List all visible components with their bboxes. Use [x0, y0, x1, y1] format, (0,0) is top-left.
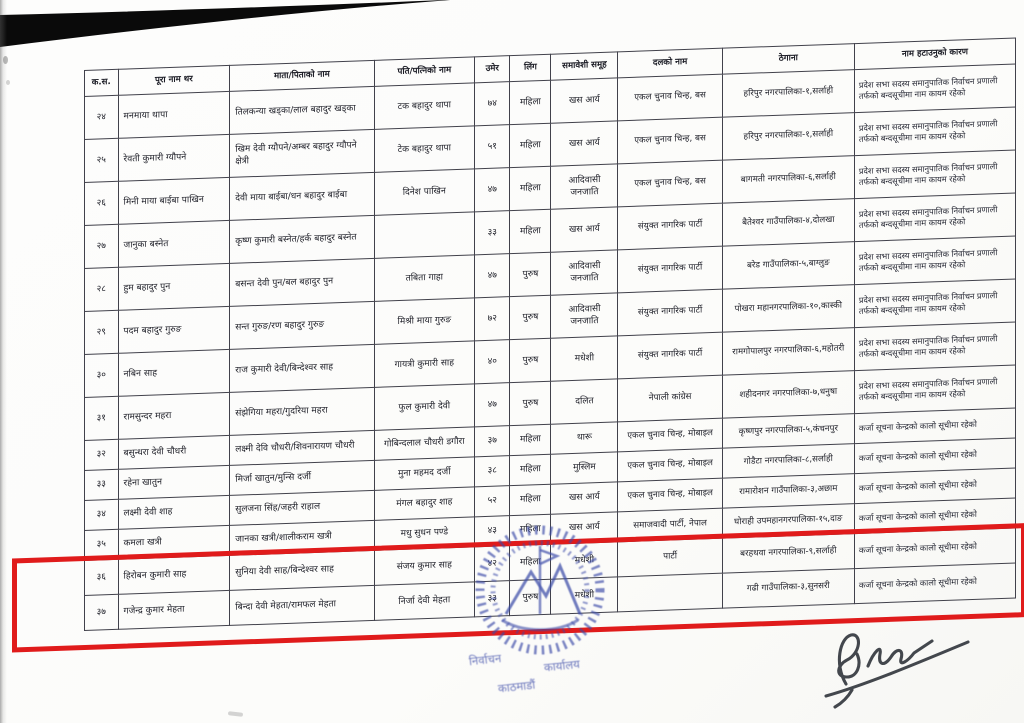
cell-spouse: फुल कुमारी देवी: [374, 384, 475, 431]
stamp-text-line: काठमाडौं: [497, 677, 536, 696]
cell-group: आदिवासी जनजाति: [551, 250, 618, 295]
scan-speck: [3, 56, 8, 64]
cell-spouse: गायत्री कुमारी साह: [374, 341, 475, 388]
cell-reason: प्रदेश सभा सदस्य समानुपातिक निर्वाचन प्रणाली तर्फको बन्दसूचीमा नाम कायम रहेको: [854, 64, 1015, 113]
cell-gender: महिला: [510, 424, 551, 455]
cell-name: हिरोबन कुमारी साह: [118, 555, 230, 594]
cell-gender: पुरुष: [510, 295, 551, 339]
cell-age: ५२: [475, 486, 510, 517]
cell-gender: महिला: [510, 484, 551, 515]
cell-age: ५१: [475, 125, 510, 169]
cell-spouse: टेक बहादुर थापा: [374, 126, 475, 173]
cell-group: खस आर्य: [551, 207, 618, 252]
cell-group: मुस्लिम: [551, 452, 618, 484]
cell-reason: कर्जा सूचना केन्द्रको कालो सूचीमा रहेको: [854, 563, 1015, 604]
cell-party: संयुक्त नागरिक पार्टी: [618, 203, 722, 250]
cell-party: संयुक्त नागरिक पार्टी: [618, 289, 722, 336]
cell-sn: २९: [85, 310, 119, 354]
cell-sn: ३६: [85, 559, 119, 595]
cell-address: घोराही उपमहानगरपालिका-१५,दाङ: [722, 504, 854, 539]
cell-parents: तिलकन्या खड्का/लाल बहादुर खड्का: [230, 86, 374, 134]
cell-parents: सुनिया देवी साह/बिन्देश्वर साह: [230, 550, 374, 590]
cell-name: मनमाया थापा: [118, 91, 230, 138]
cell-address: रामारोशन गाउँपालिका-३,अछाम: [722, 474, 854, 509]
column-header: लिंग: [510, 54, 551, 81]
cell-sn: २४: [85, 95, 119, 139]
cell-spouse: [374, 212, 475, 259]
column-header: नाम हटाउनुको कारण: [854, 38, 1015, 70]
cell-address: रामगोपालपुर नगरपालिका-६,महोतरी: [722, 328, 854, 376]
cell-age: ३३: [475, 211, 510, 255]
cell-group: खस आर्य: [551, 121, 618, 166]
scan-speck: [6, 80, 10, 85]
cell-age: ४२: [475, 546, 510, 582]
cell-gender: महिला: [510, 514, 551, 545]
cell-age: ३३: [475, 581, 510, 617]
cell-gender: पुरुष: [510, 381, 551, 425]
cell-spouse: निर्जा देवी मेहता: [374, 582, 475, 621]
cell-sn: २८: [85, 267, 119, 311]
cell-age: ३७: [475, 426, 510, 457]
cell-party: पार्टी: [618, 538, 722, 577]
column-header: समावेशी समूह: [551, 52, 618, 80]
cell-group: खस आर्य: [551, 78, 618, 123]
cell-age: ४७: [475, 254, 510, 298]
stamp-text-line: कार्यालय: [543, 656, 581, 675]
cell-gender: महिला: [510, 166, 551, 210]
cell-sn: ३२: [85, 439, 119, 470]
cell-spouse: गोबिन्दलाल चौधरी डगौरा: [374, 427, 475, 461]
cell-reason: प्रदेश सभा सदस्य समानुपातिक निर्वाचन प्रणाली तर्फको बन्दसूचीमा नाम कायम रहेको: [854, 150, 1015, 199]
cell-parents: राज कुमारी देवी/बिन्देश्वर साह: [230, 344, 374, 392]
cell-age: ७२: [475, 297, 510, 341]
cell-party: संयुक्त नागरिक पार्टी: [618, 332, 722, 379]
cell-name: हुम बहादुर पुन: [118, 263, 230, 310]
cell-group: खस आर्य: [551, 482, 618, 514]
cell-address: कृष्णपुर नगरपालिका-५,कंचनपुर: [722, 414, 854, 449]
cell-group: आदिवासी जनजाति: [551, 164, 618, 209]
cell-party: एकल चुनाव चिन्ह, मोबाइल: [618, 478, 722, 512]
column-header: पति/पत्निको नाम: [374, 57, 475, 87]
cell-address: गोडैटा नगरपालिका-८,सर्लाही: [722, 444, 854, 479]
column-header: ठेगाना: [722, 44, 854, 75]
cell-address: हरिपुर नगरपालिका-१,सर्लाही: [722, 70, 854, 118]
cell-parents: बसन्त देवी पुन/बल बहादुर पुन: [230, 258, 374, 306]
cell-age: ४७: [475, 168, 510, 212]
cell-reason: कर्जा सूचना केन्द्रको कालो सूचीमा रहेको: [854, 528, 1015, 569]
cell-name: जानुका बस्नेत: [118, 220, 230, 267]
cell-address: बरेड गाउँपालिका-५,बाग्लुङ: [722, 242, 854, 290]
scan-artifact-top-wedge: [0, 0, 500, 52]
cell-parents: मिर्जा खातुन/मुन्सि दर्जी: [230, 460, 374, 495]
cell-name: लक्ष्मी देवी शाह: [118, 495, 230, 529]
cell-spouse: मधु सुधन पण्डे: [374, 517, 475, 551]
cell-address: बरहथवा नगरपालिका-९,सर्लाही: [722, 534, 854, 574]
cell-reason: कर्जा सूचना केन्द्रको कालो सूचीमा रहेको: [854, 438, 1015, 474]
cell-name: पदम बहादुर गुरुङ: [118, 306, 230, 353]
cell-party: नेपाली कांग्रेस: [618, 375, 722, 422]
cell-gender: महिला: [510, 454, 551, 485]
cell-gender: महिला: [510, 123, 551, 167]
scan-artifact-left-edge: [0, 0, 7, 723]
cell-parents: लक्ष्मी देवि चौधरी/शिवनारायण चौधरी: [230, 430, 374, 465]
cell-group: आदिवासी जनजाति: [551, 293, 618, 338]
cell-party: एकल चुनाव चिन्ह, बस: [618, 117, 722, 164]
cell-age: ७४: [475, 82, 510, 126]
column-header: क.स.: [85, 69, 119, 96]
cell-group: दलित: [551, 379, 618, 424]
cell-sn: ३०: [85, 353, 119, 397]
cell-address: गढी गाउँपालिका-३,सुनसरी: [722, 569, 854, 609]
cell-reason: प्रदेश सभा सदस्य समानुपातिक निर्वाचन प्रणाली तर्फको बन्दसूचीमा नाम कायम रहेको: [854, 236, 1015, 285]
cell-parents: संझेगिया महरा/गुदरिया महरा: [230, 387, 374, 435]
stamp-mountains: [506, 566, 580, 614]
stamp-flag: [540, 550, 557, 564]
stamp-text-line: निर्वाचन: [468, 651, 502, 669]
cell-party: एकल चुनाव चिन्ह, मोबाइल: [618, 448, 722, 482]
cell-group: मधेशी: [551, 542, 618, 579]
cell-reason: कर्जा सूचना केन्द्रको कालो सूचीमा रहेको: [854, 468, 1015, 504]
cell-reason: प्रदेश सभा सदस्य समानुपातिक निर्वाचन प्रणाली तर्फको बन्दसूचीमा नाम कायम रहेको: [854, 107, 1015, 156]
cell-name: रामसुन्दर महरा: [118, 392, 230, 439]
cell-spouse: संजय कुमार साह: [374, 547, 475, 586]
cell-gender: पुरुष: [510, 579, 551, 615]
cell-address: पोखरा महानगरपालिका-१०,कास्की: [722, 285, 854, 333]
cell-gender: महिला: [510, 544, 551, 580]
cell-parents: खिम देवी ग्यौपने/अम्बर बहादुर ग्यौपने क्षेत्री: [230, 129, 374, 177]
cell-name: बसुन्धरा देवी चौधरी: [118, 435, 230, 469]
cell-gender: महिला: [510, 80, 551, 124]
cell-reason: प्रदेश सभा सदस्य समानुपातिक निर्वाचन प्रणाली तर्फको बन्दसूचीमा नाम कायम रहेको: [854, 279, 1015, 328]
cell-age: ४३: [475, 516, 510, 547]
cell-group: थारू: [551, 422, 618, 454]
cell-sn: २५: [85, 138, 119, 182]
cell-parents: सुलजना सिंह/जहरी राहाल: [230, 490, 374, 525]
column-header: उमेर: [475, 56, 510, 83]
cell-parents: बिन्दा देवी मेहता/रामफल मेहता: [230, 585, 374, 625]
cell-spouse: दिनेश पाखिन: [374, 169, 475, 216]
cell-party: संयुक्त नागरिक पार्टी: [618, 246, 722, 293]
cell-reason: प्रदेश सभा सदस्य समानुपातिक निर्वाचन प्रणाली तर्फको बन्दसूचीमा नाम कायम रहेको: [854, 365, 1015, 414]
cell-group: खस आर्य: [551, 512, 618, 544]
cell-parents: जानका खत्री/शालीकराम खत्री: [230, 520, 374, 555]
cell-party: एकल चुनाव चिन्ह, बस: [618, 160, 722, 207]
cell-spouse: मुना महमद दर्जी: [374, 457, 475, 491]
cell-party: एकल चुनाव चिन्ह, मोबाइल: [618, 418, 722, 452]
cell-spouse: मिश्री माया गुरुङ: [374, 298, 475, 345]
cell-gender: पुरुष: [510, 338, 551, 382]
cell-sn: ३७: [85, 594, 119, 630]
cell-sn: ३३: [85, 469, 119, 500]
cell-parents: कृष्ण कुमारी बस्नेत/हर्क बहादुर बस्नेत: [230, 215, 374, 263]
cell-group: मधेशी: [551, 577, 618, 614]
cell-spouse: मंगल बहादुर शाह: [374, 487, 475, 521]
signature-scribble: [816, 620, 986, 710]
cell-reason: कर्जा सूचना केन्द्रको कालो सूचीमा रहेको: [854, 498, 1015, 534]
cell-gender: पुरुष: [510, 252, 551, 296]
column-header: दलको नाम: [618, 48, 722, 78]
cell-name: रेवती कुमारी ग्यौपने: [118, 134, 230, 181]
cell-sn: ३५: [85, 529, 119, 560]
cell-address: बागमती नगरपालिका-६,सर्लाही: [722, 156, 854, 204]
cell-sn: ३४: [85, 499, 119, 530]
cell-party: समाजवादी पार्टी, नेपाल: [618, 508, 722, 542]
cell-age: ४०: [475, 340, 510, 384]
cell-sn: २६: [85, 181, 119, 225]
cell-age: ३८: [475, 456, 510, 487]
cell-parents: देवी माया बाईबा/धन बहादुर बाईबा: [230, 172, 374, 220]
cell-parents: सन्त गुरुङ/रण बहादुर गुरुङ: [230, 301, 374, 349]
column-header: पूरा नाम थर: [118, 65, 230, 95]
cell-name: गजेन्द्र कुमार मेहता: [118, 590, 230, 629]
cell-sn: ३१: [85, 396, 119, 440]
column-header: माता/पिताको नाम: [230, 60, 374, 91]
cell-reason: कर्जा सूचना केन्द्रको कालो सूचीमा रहेको: [854, 408, 1015, 444]
cell-reason: प्रदेश सभा सदस्य समानुपातिक निर्वाचन प्रणाली तर्फको बन्दसूचीमा नाम कायम रहेको: [854, 322, 1015, 371]
official-stamp: [424, 520, 659, 709]
cell-address: हरिपुर नगरपालिका-१,सर्लाही: [722, 113, 854, 161]
cell-reason: प्रदेश सभा सदस्य समानुपातिक निर्वाचन प्रणाली तर्फको बन्दसूचीमा नाम कायम रहेको: [854, 193, 1015, 242]
cell-name: कमला खत्री: [118, 525, 230, 559]
cell-gender: महिला: [510, 209, 551, 253]
cell-name: मिनी माया बाईबा पाखिन: [118, 177, 230, 224]
cell-name: नबिन साह: [118, 349, 230, 396]
cell-address: शहीदनगर नगरपालिका-७,धनुषा: [722, 371, 854, 419]
cell-address: बैतेश्वर गाउँपालिका-४,दोलखा: [722, 199, 854, 247]
cell-sn: २७: [85, 224, 119, 268]
cell-party: एकल चुनाव चिन्ह, बस: [618, 74, 722, 121]
cell-age: ४७: [475, 383, 510, 427]
cell-spouse: तबिता गाहा: [374, 255, 475, 302]
scan-speck: [228, 711, 243, 717]
cell-spouse: टक बहादुर थापा: [374, 83, 475, 130]
cell-group: मधेशी: [551, 336, 618, 381]
cell-name: रहेना खातुन: [118, 465, 230, 499]
